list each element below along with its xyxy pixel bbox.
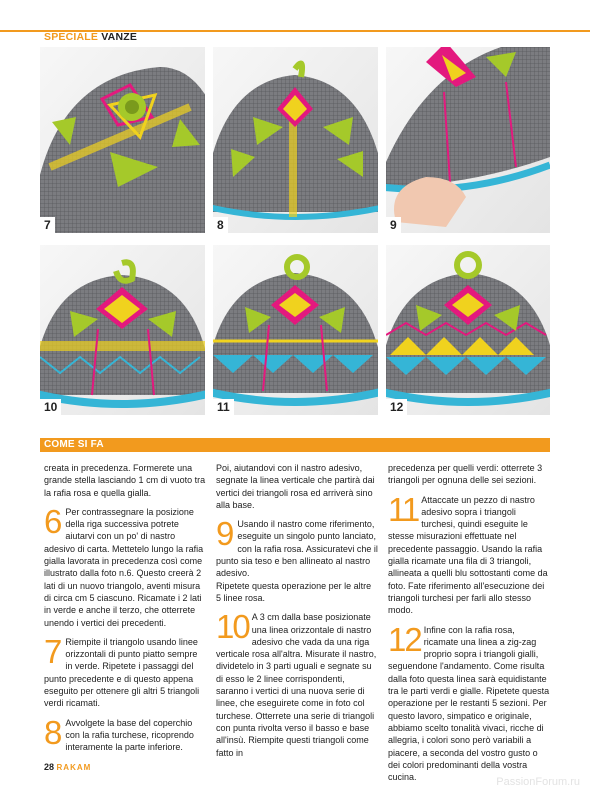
magazine-name: RAKAM — [56, 763, 92, 772]
photo-step-12 — [386, 245, 550, 415]
step-text: Riempite il triangolo usando linee orizzontali di punto piatto sempre in verde. Ripetete i passaggi del punto precedente e di questo appena eseguito per ottenere gli altri 5 triangoli verdi ricamati. — [44, 636, 200, 709]
section-header — [44, 31, 137, 43]
step-12 — [388, 620, 550, 784]
photo-number: 9 — [386, 217, 401, 233]
watermark: PassionForum.ru — [496, 776, 580, 788]
page-footer — [44, 762, 91, 772]
step-9 — [216, 515, 378, 579]
header-kicker: SPECIALE — [44, 31, 99, 43]
step-text: Attaccate un pezzo di nastro adesivo sopra i triangoli turchesi, quindi eseguite le stesse misurazioni effettuate nel precedente passaggio. Usando la rafia gialla ricamate una fila di 3 triangoli, allineata a quelli blu sottostanti come da foto. Fate riferimento all'esecuzione dei triangoli turchesi per farli allo stesso modo. — [388, 494, 548, 616]
step-number: 10 — [216, 608, 249, 646]
column-intro: precedenza per quelli verdi: otterrete 3 triangoli per ognuna delle sei sezioni. — [388, 463, 543, 486]
photo-step-8 — [213, 47, 378, 233]
step-7 — [44, 632, 206, 710]
step-number: 8 — [44, 713, 63, 751]
photo-step-7 — [40, 47, 205, 233]
page-number: 28 — [44, 762, 55, 772]
step-text: Usando il nastro come riferimento, eseguite un singolo punto lanciato, con la rafia rosa. Assicuratevi che il punto sia teso e ben allineato al nastro adesivo. — [216, 519, 378, 579]
step-11 — [388, 490, 550, 617]
step-number: 12 — [388, 620, 421, 658]
section-title: COME SI FA — [44, 439, 104, 450]
step-number: 11 — [388, 490, 419, 528]
photo-step-10 — [40, 245, 205, 415]
photo-number: 11 — [213, 399, 234, 415]
photo-number: 8 — [213, 217, 228, 233]
step-6 — [44, 502, 206, 629]
column-intro: Poi, aiutandovi con il nastro adesivo, segnate la linea verticale che partirà dai vertici dei triangoli rosa ed arriverà sino alla base. — [216, 463, 375, 510]
step-text: A 3 cm dalla base posizionate una linea orizzontale di nastro adesivo che vada da una riga verticale rosa all'altra. Misurate il nastro, dividetelo in 3 parti uguali e segnate su di esso le 2 linee corrispondenti, saranno i vertici di una nuova serie di linee, che eseguirete come in foto col turchese. Otterrete una serie di triangoli con punta rivolta verso il basso e base all'insù. Riempite questi triangoli come fatto in — [216, 612, 377, 758]
step-text: Avvolgete la base del coperchio con la rafia turchese, ricoprendo interamente la parte inferiore. — [65, 717, 194, 753]
text-column-3 — [388, 462, 550, 790]
step-text: Infine con la rafia rosa, ricamate una linea a zig-zag proprio sopra i triangoli gialli, seguendone l'andamento. Come risulta dalla foto questa linea sarà equidistante tra le parti verdi e gialle. Ripetete questa operazione per le restanti 5 sezioni. Per questo lavoro, simpatico e originale, abbiamo scelto tonalità vivaci, ricche di allegria, i colori sono però variabili a piacere, a seconda del vostro gusto o dei colori predominanti della vostra cucina. — [388, 624, 550, 783]
photo-number: 7 — [40, 217, 55, 233]
text-column-1 — [44, 462, 206, 761]
photo-number: 12 — [386, 399, 407, 415]
step-8 — [44, 713, 206, 754]
step-number: 6 — [44, 502, 63, 540]
text-column-2 — [216, 462, 378, 766]
section-band — [40, 438, 550, 452]
photo-number: 10 — [40, 399, 61, 415]
step-number: 9 — [216, 515, 235, 553]
step-9-after: Ripetete questa operazione per le altre 5 linee rosa. — [216, 580, 372, 603]
step-number: 7 — [44, 632, 63, 670]
column-intro: creata in precedenza. Formerete una grande stella lasciando 1 cm di vuoto tra la rafia rosa e quella gialla. — [44, 463, 206, 498]
step-10 — [216, 608, 378, 759]
header-title: VANZE — [101, 31, 138, 43]
step-text: Per contrassegnare la posizione della riga successiva potrete aiutarvi con un po' di nastro adesivo di carta. Mettetelo lungo la rafia gialla lavorata in precedenza così come illustrato dalla foto n.6. Questo creerà 2 lati di un nuovo triangolo, aventi misura di circa cm 5 ciascuno. Ricamate i 2 lati in verde e anche il terzo, che otterrete unendo i vertici dei precedenti. — [44, 506, 204, 628]
photo-step-9 — [386, 47, 550, 233]
photo-step-11 — [213, 245, 378, 415]
